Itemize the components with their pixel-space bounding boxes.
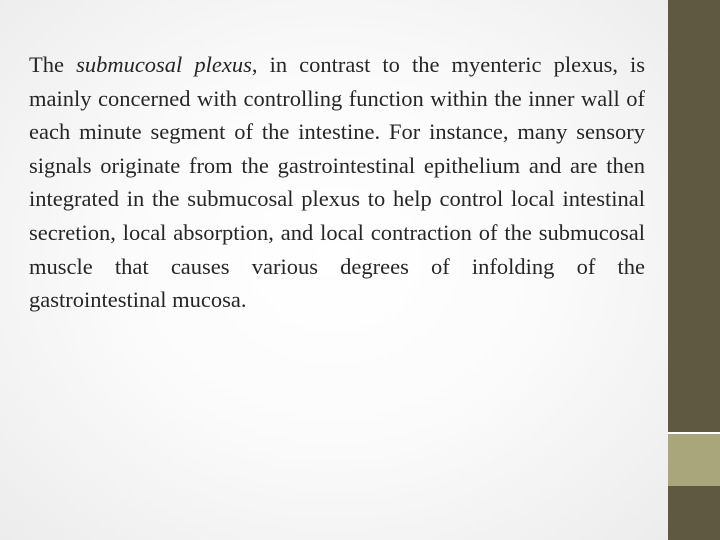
sidebar-top-block bbox=[668, 0, 720, 432]
sidebar-bottom-block bbox=[668, 486, 720, 540]
body-paragraph bbox=[29, 48, 645, 317]
sidebar-decoration bbox=[668, 0, 720, 540]
paragraph-body: , in contrast to the myenteric plexus, is mainly concerned with controlling function within the inner wall of each minute segment of the intestine. For instance, many sensory signals originate from the gastrointestinal epithelium and are then integrated in the submucosal plexus to help control local intestinal secretion, local absorption, and local contraction of the submucosal muscle that causes various degrees of infolding of the gastrointestinal mucosa. bbox=[29, 52, 646, 313]
highlighted-term: submucosal plexus bbox=[76, 52, 252, 77]
paragraph-lead: The bbox=[29, 52, 77, 77]
sidebar-accent-block bbox=[668, 434, 720, 486]
